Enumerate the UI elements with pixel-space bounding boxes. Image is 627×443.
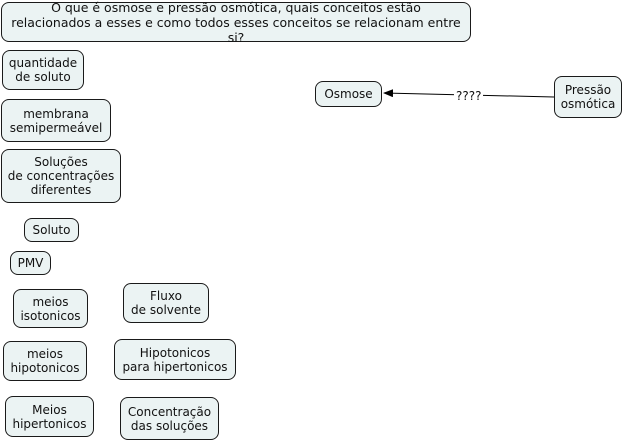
soluto-node[interactable]: Soluto	[24, 218, 79, 242]
question-node[interactable]: O que é osmose e pressão osmótica, quais conceitos estão relacionados a esses e como todos esses conceitos se relacionam entre si?	[1, 2, 471, 42]
hipotonicos-node[interactable]: meios hipotonicos	[3, 341, 87, 381]
hipertonicos-node[interactable]: Meios hipertonicos	[5, 396, 94, 437]
link-label-pressao-osmose: ????	[456, 89, 482, 103]
osmose-node[interactable]: Osmose	[315, 81, 382, 107]
concentracao-node[interactable]: Concentração das soluções	[120, 397, 219, 440]
hipo-para-hiper-node[interactable]: Hipotonicos para hipertonicos	[114, 339, 236, 380]
quantidade-soluto-node[interactable]: quantidade de soluto	[2, 50, 84, 90]
pressao-osmotica-node[interactable]: Pressão osmótica	[554, 76, 622, 118]
membrana-node[interactable]: membrana semipermeável	[1, 99, 111, 142]
fluxo-node[interactable]: Fluxo de solvente	[123, 283, 209, 323]
solucoes-node[interactable]: Soluções de concentrações diferentes	[1, 149, 121, 203]
pmv-node[interactable]: PMV	[10, 251, 51, 275]
isotonicos-node[interactable]: meios isotonicos	[13, 289, 88, 328]
